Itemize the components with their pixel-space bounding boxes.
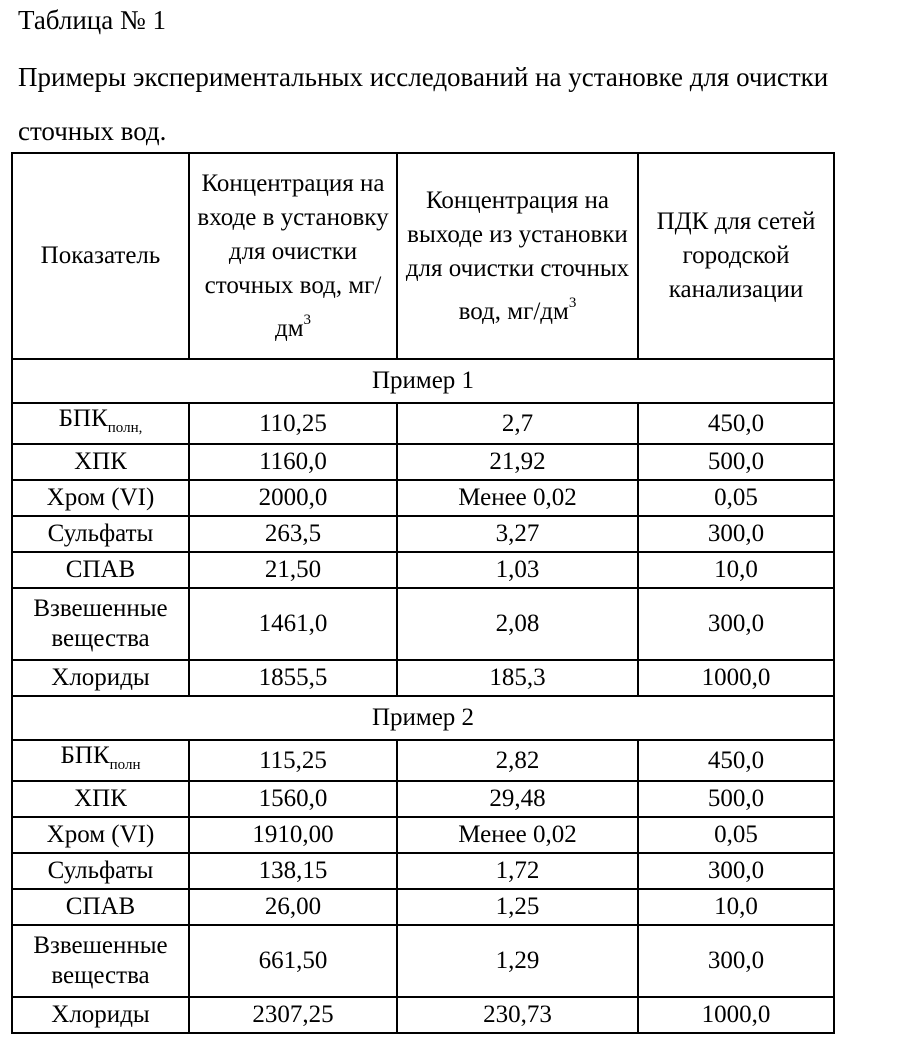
header-input-unit-exponent: 3	[303, 311, 312, 328]
section-row	[12, 359, 834, 403]
header-input-concentration	[189, 153, 397, 359]
pdk-cell: 10,0	[638, 552, 834, 588]
input-concentration-cell: 21,50	[189, 552, 397, 588]
table-row	[12, 444, 834, 480]
pdk-cell: 0,05	[638, 817, 834, 853]
indicator-name: Хром (VI)	[46, 821, 155, 848]
table-row	[12, 552, 834, 588]
table-row	[12, 516, 834, 552]
indicator-cell	[12, 552, 189, 588]
section-title: Пример 2	[12, 696, 834, 740]
indicator-name: Хром (VI)	[46, 484, 155, 511]
indicator-cell	[12, 817, 189, 853]
indicator-name: Взвешенные вещества	[33, 595, 168, 652]
indicator-cell	[12, 516, 189, 552]
output-concentration-cell: 185,3	[397, 660, 638, 696]
indicator-cell	[12, 588, 189, 660]
indicator-cell	[12, 781, 189, 817]
pdk-cell: 300,0	[638, 588, 834, 660]
table-row	[12, 660, 834, 696]
indicator-name: Сульфаты	[47, 857, 154, 884]
indicator-name: БПК	[58, 405, 108, 432]
indicator-name: Взвешенные вещества	[33, 932, 168, 989]
pdk-cell: 300,0	[638, 925, 834, 997]
output-concentration-cell: 29,48	[397, 781, 638, 817]
indicator-name: СПАВ	[65, 556, 136, 583]
indicator-name: БПК	[60, 742, 110, 769]
pdk-cell: 300,0	[638, 853, 834, 889]
header-output-unit-exponent: 3	[568, 294, 577, 311]
output-concentration-cell: 2,7	[397, 403, 638, 444]
table-row	[12, 781, 834, 817]
pdk-cell: 500,0	[638, 444, 834, 480]
pdk-cell: 10,0	[638, 889, 834, 925]
table-row	[12, 853, 834, 889]
section-row	[12, 696, 834, 740]
pdk-cell: 0,05	[638, 480, 834, 516]
indicator-cell	[12, 925, 189, 997]
indicator-name: Хлориды	[51, 664, 150, 691]
indicator-name: ХПК	[74, 448, 127, 475]
indicator-subscript: полн	[109, 757, 141, 773]
table-row	[12, 889, 834, 925]
indicator-name: Хлориды	[51, 1001, 150, 1028]
input-concentration-cell: 138,15	[189, 853, 397, 889]
header-indicator-text: Показатель	[40, 242, 161, 269]
table-row	[12, 925, 834, 997]
indicator-cell	[12, 853, 189, 889]
indicator-name: Сульфаты	[47, 520, 154, 547]
table-row	[12, 817, 834, 853]
pdk-cell: 1000,0	[638, 660, 834, 696]
indicator-name: ХПК	[74, 785, 127, 812]
input-concentration-cell: 661,50	[189, 925, 397, 997]
output-concentration-cell: 2,82	[397, 740, 638, 781]
header-indicator	[12, 153, 189, 359]
header-input-text: Концентрация на входе в установку для очистки сточных вод, мг/дм	[197, 169, 389, 342]
table-row	[12, 588, 834, 660]
output-concentration-cell: 3,27	[397, 516, 638, 552]
table-row	[12, 740, 834, 781]
table-body	[12, 359, 834, 1033]
input-concentration-cell: 115,25	[189, 740, 397, 781]
pdk-cell: 450,0	[638, 740, 834, 781]
table-row	[12, 403, 834, 444]
indicator-cell	[12, 889, 189, 925]
results-table	[11, 152, 835, 1034]
input-concentration-cell: 1461,0	[189, 588, 397, 660]
output-concentration-cell: Менее 0,02	[397, 480, 638, 516]
indicator-cell	[12, 997, 189, 1033]
pdk-cell: 300,0	[638, 516, 834, 552]
indicator-name: СПАВ	[65, 893, 136, 920]
output-concentration-cell: 21,92	[397, 444, 638, 480]
table-number: Таблица № 1	[18, 5, 166, 35]
table-caption: Примеры экспериментальных исследований на установке для очистки сточных вод.	[18, 62, 829, 146]
input-concentration-cell: 2000,0	[189, 480, 397, 516]
indicator-cell	[12, 403, 189, 444]
indicator-cell	[12, 444, 189, 480]
output-concentration-cell: 1,29	[397, 925, 638, 997]
input-concentration-cell: 263,5	[189, 516, 397, 552]
header-output-text: Концентрация на выходе из установки для очистки сточных вод, мг/дм	[405, 186, 630, 325]
header-pdk	[638, 153, 834, 359]
header-row	[12, 153, 834, 359]
output-concentration-cell: Менее 0,02	[397, 817, 638, 853]
indicator-cell	[12, 660, 189, 696]
indicator-subscript: полн,	[107, 420, 143, 436]
input-concentration-cell: 26,00	[189, 889, 397, 925]
output-concentration-cell: 1,72	[397, 853, 638, 889]
output-concentration-cell: 1,03	[397, 552, 638, 588]
output-concentration-cell: 2,08	[397, 588, 638, 660]
indicator-cell	[12, 740, 189, 781]
table-row	[12, 997, 834, 1033]
pdk-cell: 450,0	[638, 403, 834, 444]
input-concentration-cell: 1160,0	[189, 444, 397, 480]
input-concentration-cell: 1560,0	[189, 781, 397, 817]
section-title: Пример 1	[12, 359, 834, 403]
input-concentration-cell: 1855,5	[189, 660, 397, 696]
input-concentration-cell: 110,25	[189, 403, 397, 444]
table-row	[12, 480, 834, 516]
output-concentration-cell: 230,73	[397, 997, 638, 1033]
input-concentration-cell: 1910,00	[189, 817, 397, 853]
header-pdk-text: ПДК для сетей городской канализации	[656, 208, 816, 303]
indicator-cell	[12, 480, 189, 516]
pdk-cell: 1000,0	[638, 997, 834, 1033]
header-output-concentration	[397, 153, 638, 359]
output-concentration-cell: 1,25	[397, 889, 638, 925]
input-concentration-cell: 2307,25	[189, 997, 397, 1033]
pdk-cell: 500,0	[638, 781, 834, 817]
